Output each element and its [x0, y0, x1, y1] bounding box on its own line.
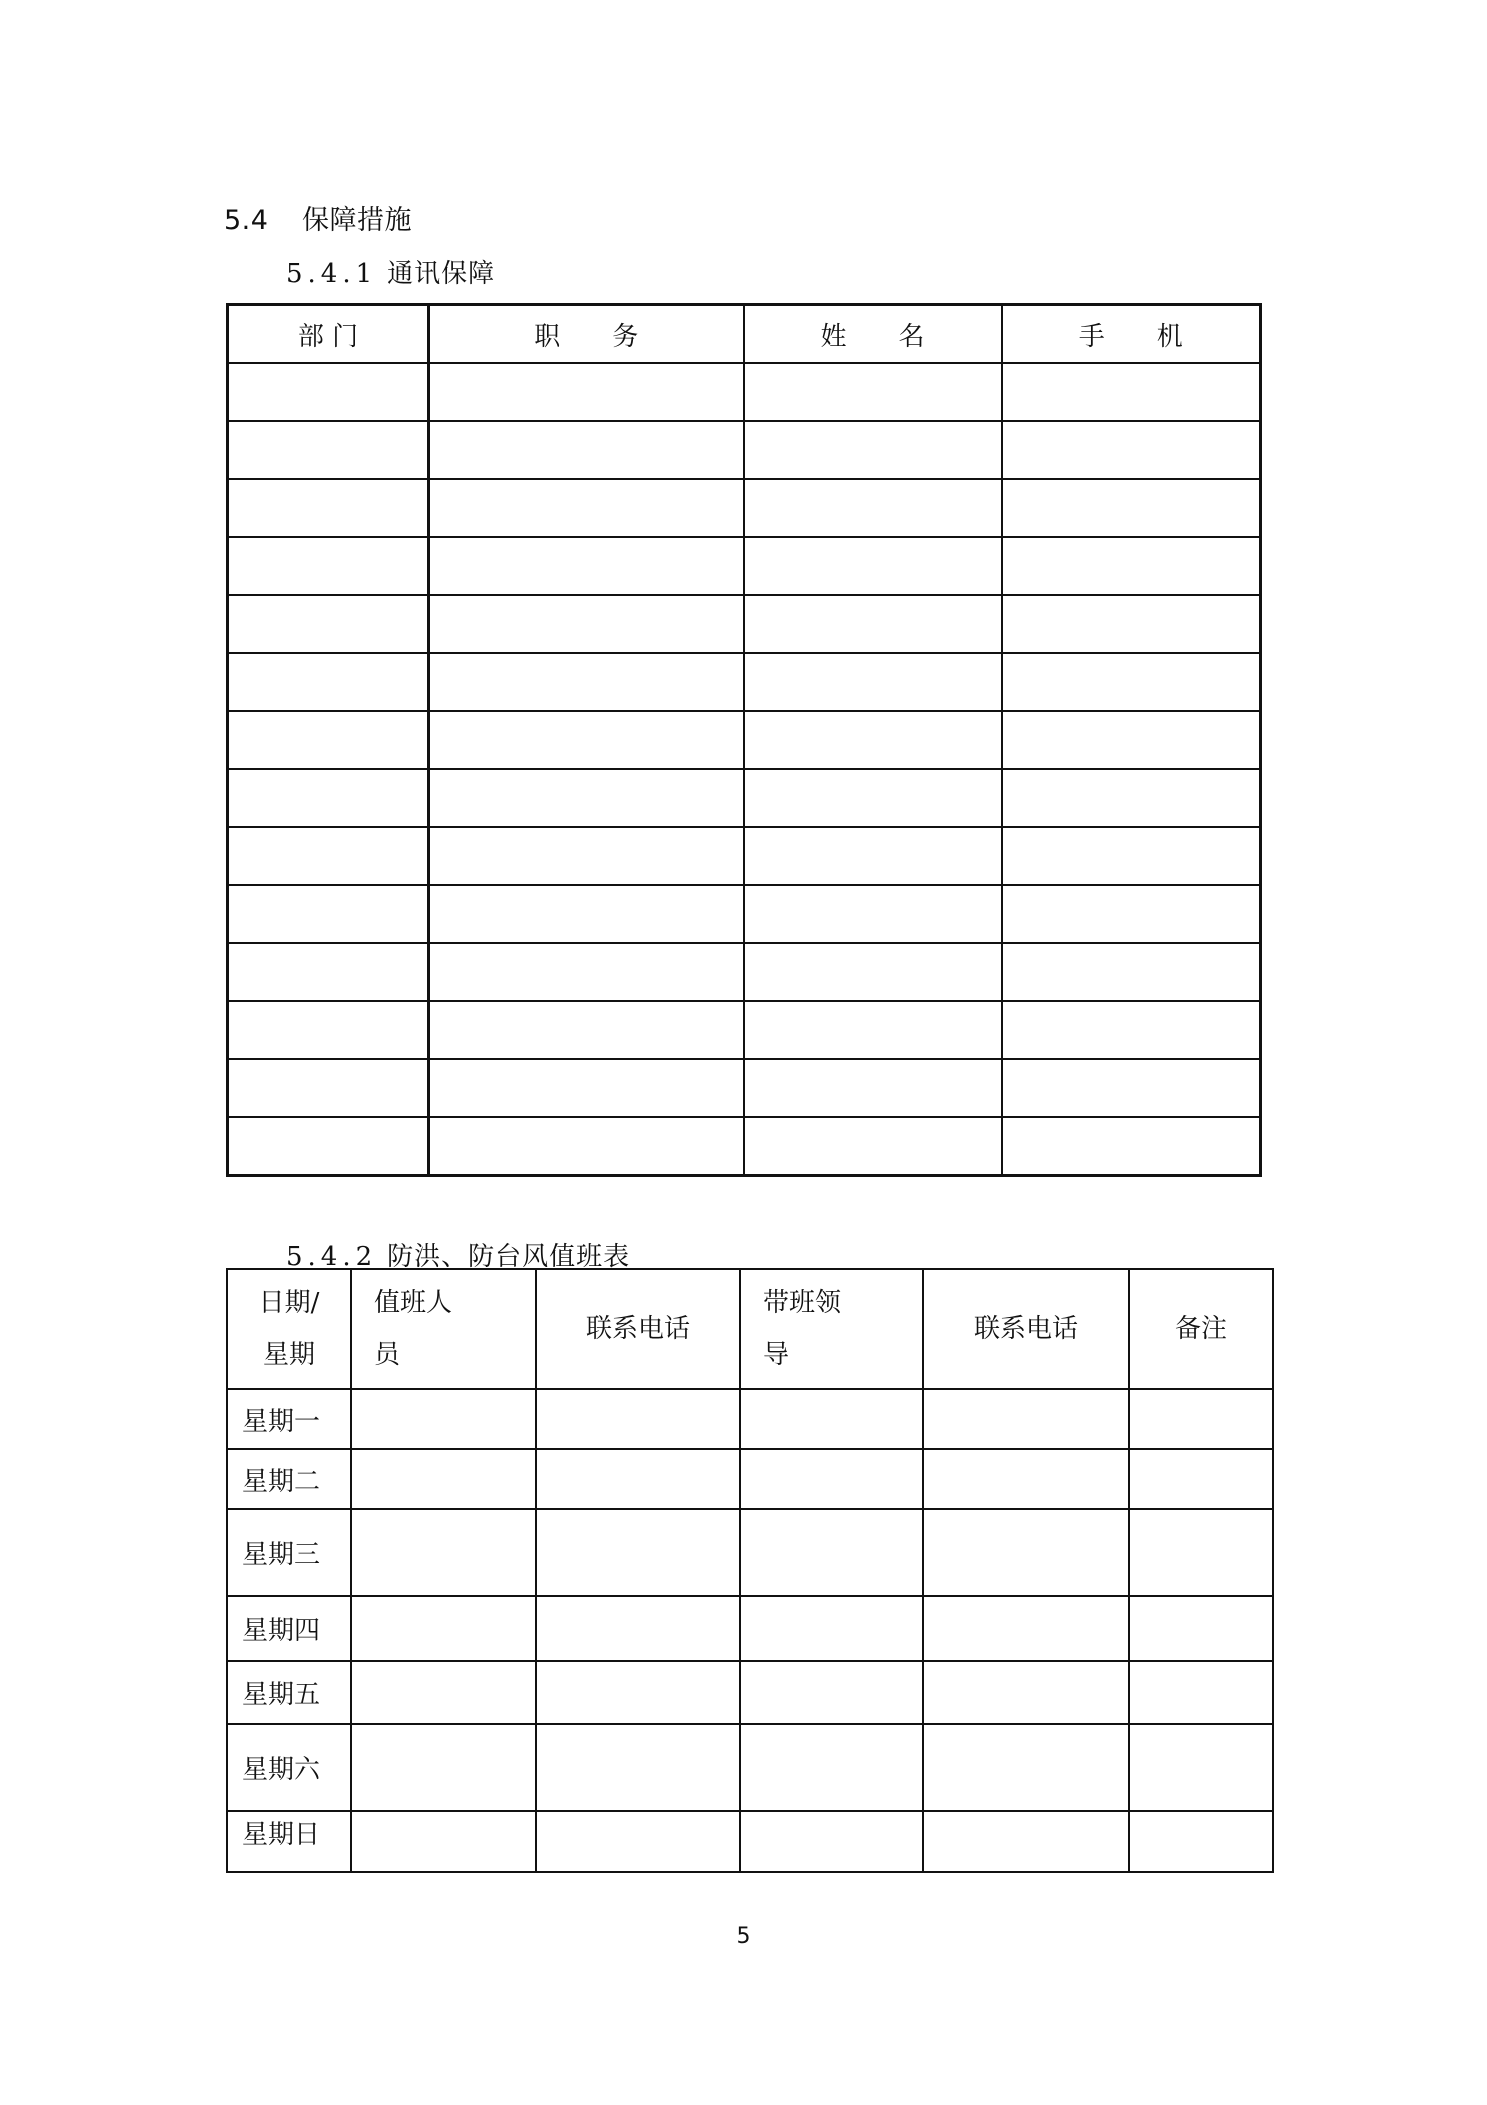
table-row [228, 827, 1261, 885]
table-row [228, 363, 1261, 421]
table-row [227, 1509, 1273, 1596]
weekday-label: 星期五 [227, 1661, 351, 1724]
table-cell [1002, 827, 1261, 885]
table-cell [744, 1117, 1002, 1176]
table-cell [740, 1509, 923, 1596]
table-row [227, 1596, 1273, 1661]
table-cell [429, 1117, 744, 1176]
table-cell [351, 1449, 536, 1509]
table-cell [923, 1811, 1129, 1872]
table-cell [744, 885, 1002, 943]
table-cell [923, 1661, 1129, 1724]
table-cell [744, 421, 1002, 479]
table-cell [740, 1389, 923, 1449]
subsection-number: 5.4.1 [286, 259, 378, 289]
table-cell [740, 1661, 923, 1724]
table-cell [744, 943, 1002, 1001]
table-cell [228, 769, 429, 827]
table-row [228, 885, 1261, 943]
weekday-label: 星期一 [227, 1389, 351, 1449]
table-cell [228, 1001, 429, 1059]
table-cell [429, 885, 744, 943]
table-cell [228, 943, 429, 1001]
table-cell [228, 653, 429, 711]
table-cell [536, 1724, 740, 1811]
weekday-label: 星期二 [227, 1449, 351, 1509]
table-cell [1002, 537, 1261, 595]
table-cell [429, 653, 744, 711]
table-cell [429, 363, 744, 421]
table-cell [429, 769, 744, 827]
weekday-label: 星期六 [227, 1724, 351, 1811]
table-cell [1002, 421, 1261, 479]
table-row [227, 1661, 1273, 1724]
table-cell [228, 885, 429, 943]
table-cell [740, 1724, 923, 1811]
table-row [228, 1059, 1261, 1117]
weekday-label: 星期四 [227, 1596, 351, 1661]
table-cell [744, 769, 1002, 827]
table-header-row [228, 305, 1261, 364]
section-title: 保障措施 [302, 205, 412, 236]
table-row [227, 1449, 1273, 1509]
table-cell [429, 479, 744, 537]
table-cell [536, 1811, 740, 1872]
table-cell [1002, 769, 1261, 827]
table-row [227, 1389, 1273, 1449]
table-cell [744, 1059, 1002, 1117]
table-row [228, 1117, 1261, 1176]
header-mobile: 手 机 [1002, 305, 1261, 364]
table-cell [923, 1389, 1129, 1449]
table-row [228, 421, 1261, 479]
header-duty-staff: 值班人 员 [351, 1269, 536, 1389]
table-cell [740, 1596, 923, 1661]
table-row [228, 653, 1261, 711]
table-cell [429, 421, 744, 479]
table-cell [228, 1059, 429, 1117]
table-header-row [227, 1269, 1273, 1389]
table-cell [228, 827, 429, 885]
subsection-title: 防洪、防台风值班表 [387, 1242, 631, 1272]
table-cell [1129, 1661, 1273, 1724]
header-contact-phone-2: 联系电话 [923, 1269, 1129, 1389]
weekday-label: 星期日 [227, 1811, 351, 1872]
header-contact-phone-1: 联系电话 [536, 1269, 740, 1389]
header-department: 部 门 [228, 305, 429, 364]
table-cell [1002, 885, 1261, 943]
table-cell [351, 1811, 536, 1872]
table-cell [744, 1001, 1002, 1059]
table-cell [923, 1596, 1129, 1661]
table-cell [1002, 653, 1261, 711]
table-cell [1002, 943, 1261, 1001]
table-row [228, 1001, 1261, 1059]
table-cell [429, 943, 744, 1001]
table-cell [1002, 1117, 1261, 1176]
table-cell [1129, 1389, 1273, 1449]
table-cell [1129, 1596, 1273, 1661]
table-cell [1002, 711, 1261, 769]
table-cell [744, 653, 1002, 711]
header-date-weekday: 日期/ 星期 [227, 1269, 351, 1389]
table-row [228, 537, 1261, 595]
header-shift-leader: 带班领 导 [740, 1269, 923, 1389]
table-cell [740, 1449, 923, 1509]
table-cell [1002, 1001, 1261, 1059]
table-cell [744, 711, 1002, 769]
table-row [227, 1811, 1273, 1872]
table-cell [351, 1661, 536, 1724]
table-cell [536, 1596, 740, 1661]
table-row [228, 595, 1261, 653]
table-cell [536, 1509, 740, 1596]
table-row [228, 711, 1261, 769]
table-cell [923, 1724, 1129, 1811]
table-cell [351, 1724, 536, 1811]
table-row [227, 1724, 1273, 1811]
table-cell [351, 1389, 536, 1449]
table-cell [429, 1059, 744, 1117]
table-cell [228, 479, 429, 537]
table-cell [228, 363, 429, 421]
table-cell [429, 711, 744, 769]
table-cell [351, 1509, 536, 1596]
subsection-title: 通讯保障 [387, 259, 496, 289]
table-cell [1129, 1724, 1273, 1811]
table-cell [536, 1389, 740, 1449]
table-cell [228, 421, 429, 479]
table-cell [228, 595, 429, 653]
table-cell [351, 1596, 536, 1661]
table-cell [429, 595, 744, 653]
section-number: 5.4 [224, 205, 269, 236]
table-cell [1129, 1811, 1273, 1872]
table-cell [1129, 1509, 1273, 1596]
subsection-heading-communication [286, 253, 495, 290]
table-cell [923, 1449, 1129, 1509]
table-cell [1002, 363, 1261, 421]
header-position: 职 务 [429, 305, 744, 364]
duty-roster-table [226, 1268, 1274, 1873]
table-cell [923, 1509, 1129, 1596]
table-cell [744, 827, 1002, 885]
table-cell [228, 1117, 429, 1176]
table-cell [744, 595, 1002, 653]
table-row [228, 943, 1261, 1001]
table-row [228, 479, 1261, 537]
table-cell [536, 1449, 740, 1509]
table-cell [536, 1661, 740, 1724]
section-heading [224, 198, 412, 237]
weekday-label: 星期三 [227, 1509, 351, 1596]
table-cell [744, 363, 1002, 421]
page-number: 5 [736, 1924, 751, 1949]
table-cell [1002, 479, 1261, 537]
table-cell [228, 537, 429, 595]
table-cell [429, 1001, 744, 1059]
table-cell [228, 711, 429, 769]
header-remarks: 备注 [1129, 1269, 1273, 1389]
table-cell [429, 827, 744, 885]
table-cell [740, 1811, 923, 1872]
header-name: 姓 名 [744, 305, 1002, 364]
table-cell [429, 537, 744, 595]
table-cell [1002, 595, 1261, 653]
table-cell [1129, 1449, 1273, 1509]
table-row [228, 769, 1261, 827]
table-cell [744, 537, 1002, 595]
communication-contact-table [226, 303, 1262, 1177]
subsection-number: 5.4.2 [286, 1242, 378, 1272]
table-cell [744, 479, 1002, 537]
table-cell [1002, 1059, 1261, 1117]
